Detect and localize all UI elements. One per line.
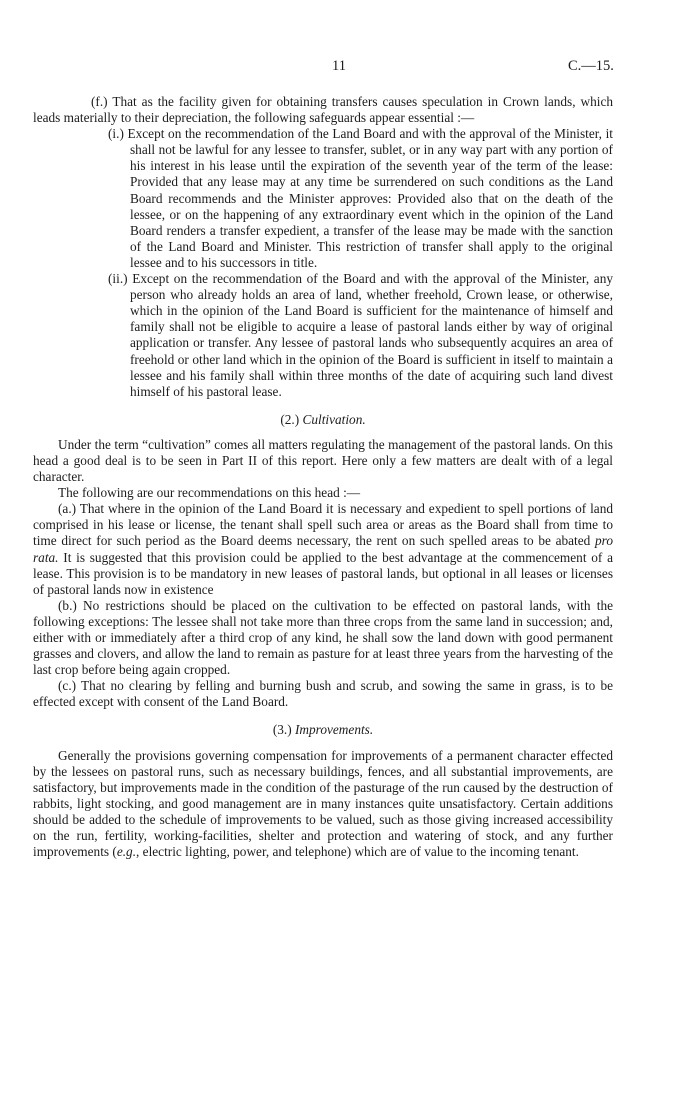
section-2-number: (2.) bbox=[280, 411, 300, 427]
section-2-item-c: (c.) That no clearing by felling and burning bush and scrub, and sowing the same in grass, is to be effected except with consent of the Land Board. bbox=[33, 678, 613, 710]
paragraph-f: (f.) That as the facility given for obtaining transfers causes speculation in Crown lands, which leads materially to their depreciation, the following safeguards appear essential :— bbox=[33, 94, 613, 126]
section-3-eg: e.g. bbox=[116, 844, 137, 860]
section-2-item-a bbox=[33, 501, 613, 598]
item-a-latin: pro rata. bbox=[33, 533, 613, 565]
document-body bbox=[33, 94, 613, 860]
paragraph-f-i: (i.) Except on the recommendation of the Land Board and with the approval of the Minister, it shall not be lawful for any lessee to transfer, sublet, or in any way part with any portion of his interest in his lease until the expiration of the seventh year of the term of the lease: Provided that any lease may at any time be surrendered on such conditions as the Land Board recommends and the Minister approves: Provided also that on the death of the lessee, or on the happening of any extraordinary event which in the opinion of the Land Board renders a transfer expedient, a transfer of the lease may be made with the sanction of the Land Board and Minister. This restriction of transfer shall apply to the original lessee and to his successors in title. bbox=[108, 126, 613, 270]
section-3-text-cont: , electric lighting, power, and telephone) which are of value to the incoming tenant. bbox=[136, 844, 579, 860]
section-3-paragraph bbox=[33, 748, 613, 861]
paragraph-f-ii: (ii.) Except on the recommendation of the Board and with the approval of the Minister, any person who already holds an area of land, whether freehold, Crown lease, or otherwise, which in the opinion of the Land Board is sufficient for the maintenance of himself and family shall not be eligible to acquire a lease of pastoral lands either by way of original application or transfer. Any lessee of pastoral lands who subsequently acquires an area of freehold or other land which in the opinion of the Board is sufficient in itself to maintain a lessee and his family shall within three months of the date of acquiring such land divest himself of his pastoral lease. bbox=[108, 271, 613, 399]
section-2-heading bbox=[33, 412, 613, 428]
section-3-number: (3.) bbox=[272, 722, 292, 738]
document-reference: C.—15. bbox=[568, 58, 614, 74]
section-2-intro: Under the term “cultivation” comes all matters regulating the management of the pastoral lands. On this head a good deal is to be seen in Part II of this report. Here only a few matters are dealt with of a legal character. bbox=[33, 436, 613, 485]
item-a-text: (a.) That where in the opinion of the Land Board it is necessary and expedient to spell portions of land comprised in his lease or license, the tenant shall spell such area or areas as the Board shall from time to time direct for such period as the Board deems necessary, the rent on such spelled areas to be abated bbox=[33, 501, 613, 549]
page-header bbox=[0, 58, 700, 78]
page-number: 11 bbox=[332, 58, 346, 74]
section-2-title: Cultivation. bbox=[302, 411, 366, 427]
section-3-text: Generally the provisions governing compensation for improvements of a permanent character effected by the lessees on pastoral runs, such as necessary buildings, fences, and all substantial improvements, are satisfactory, but improvements made in the condition of the pasturage of the run caused by the destruction of rabbits, light stocking, and good management are in many instances quite unsatisfactory. Certain additions should be added to the schedule of improvements to be valued, such as those giving increased accessibility on the run, fertility, working-facilities, shelter and protection and watering of stock, and any further improvements ( bbox=[33, 747, 613, 860]
section-3-title: Improvements. bbox=[295, 722, 374, 738]
section-3-heading bbox=[33, 722, 613, 738]
section-2-item-b: (b.) No restrictions should be placed on the cultivation to be effected on pastoral lands, with the following exceptions: The lessee shall not take more than three crops from the same land in succession; and, either with or immediately after a third crop of any kind, he shall sow the land down with good permanent grasses and clovers, and allow the land to remain as pasture for at least three years from the harvesting of the last crop before being again cropped. bbox=[33, 597, 613, 678]
section-2-recommendations-lead: The following are our recommendations on this head :— bbox=[58, 485, 361, 501]
item-a-text-cont: It is suggested that this provision could be applied to the best advantage at the commencement of a lease. This provision is to be mandatory in new leases of pastoral lands, but optional in all leases or licenses of pastoral lands now in existence bbox=[33, 549, 613, 597]
